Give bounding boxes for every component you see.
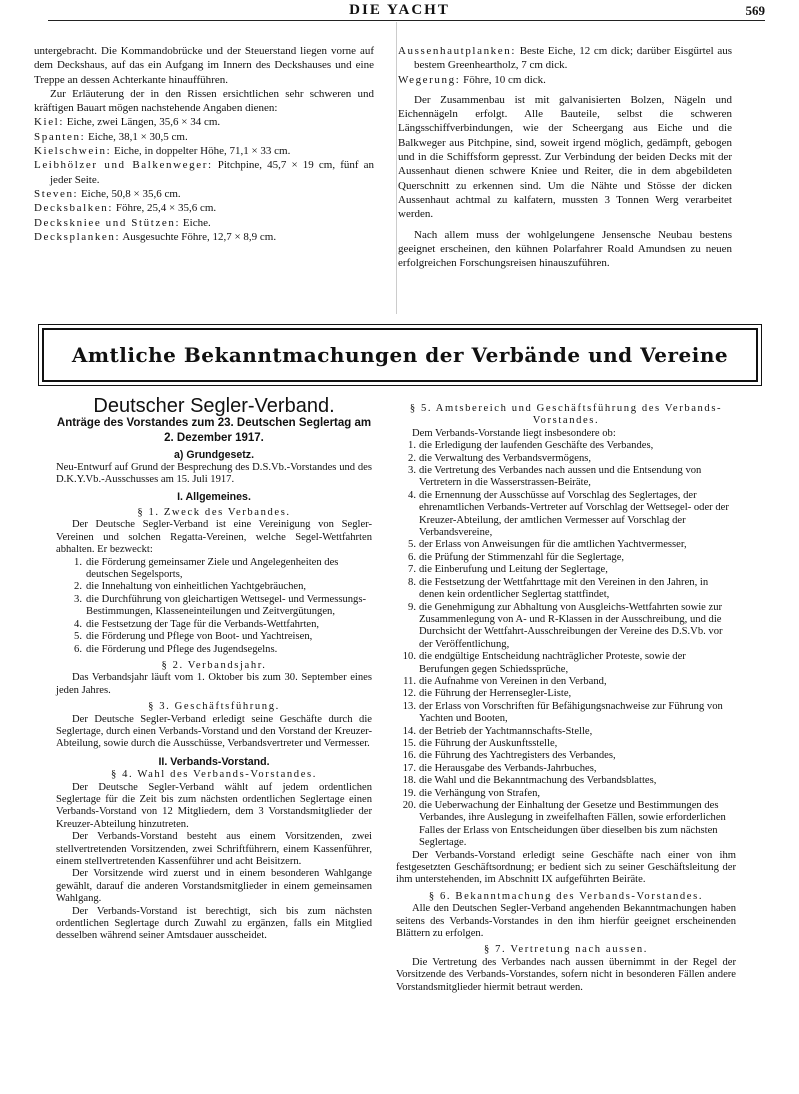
announcements-banner <box>42 328 758 382</box>
article-left-column <box>34 44 374 244</box>
list-text: der Betrieb der Yachtmannschafts-Stelle, <box>419 725 593 737</box>
list-number: 2. <box>408 452 416 464</box>
list-number: 12. <box>402 688 416 700</box>
list-number: 13. <box>402 700 416 712</box>
list-text: die Innehaltung von einheitlichen Yachtgebräuchen, <box>86 581 307 593</box>
paragraph-text: Der Deutsche Segler-Verband ist eine Vereinigung von Segler-Vereinen und solchen Regatta-Vereinen, welche Segel-Wettfahrten abhalten. Er bezweckt: <box>56 519 372 556</box>
list-number: 18. <box>402 775 416 787</box>
list-text: die Ernennung der Ausschüsse auf Vorschlag des Seglertages, der ehrenamtlichen Verbands-Vertreter auf Vorschlag der Wettsegel- oder der Kreuzer-Abteilung, der amtlichen Vermesser auf Vorschlag der Verbandsvereine, <box>419 489 729 539</box>
list-number: 10. <box>402 651 416 663</box>
list-text: die endgültige Entscheidung nachträglicher Proteste, sowie der Berufungen gegen Schiedssprüche, <box>419 651 686 675</box>
list-text: die Verhängung von Strafen, <box>419 787 541 799</box>
list-text: die Prüfung der Stimmenzahl für die Seglertage, <box>419 551 625 563</box>
article-paragraph: untergebracht. Die Kommandobrücke und der Steuerstand liegen vorne auf dem Deckshaus, auf das ein Aufgang im Innern des Deckshauses und eine Treppe an dessen Achterkante hinaufführen. <box>34 45 374 86</box>
paragraph-text: Der Verbands-Vorstand besteht aus einem Vorsitzenden, zwei stellvertretenden Vorsitzenden, zwei Schriftführern, einem Kassenführer, einem stellvertretenden Kassenführer und acht Beisitzern. <box>56 831 372 867</box>
spec-item <box>34 216 374 230</box>
spec-term: Deckskniee und Stützen: <box>34 216 181 229</box>
list-item <box>56 581 372 593</box>
list-text: die Führung des Yachtregisters des Verbandes, <box>419 750 616 762</box>
spec-description: Föhre, 25,4 × 35,6 cm. <box>115 202 217 215</box>
list-item <box>56 619 372 631</box>
spec-term: Kielschwein: <box>34 145 112 158</box>
list-number: 16. <box>402 750 416 762</box>
list-item <box>396 750 736 762</box>
list-number: 6. <box>408 551 416 563</box>
spec-description: Föhre, 10 cm dick. <box>463 73 546 86</box>
list-item <box>396 552 736 564</box>
list-item <box>56 594 372 619</box>
list-item <box>396 453 736 465</box>
list-item <box>396 602 736 652</box>
list-number: 3. <box>408 465 416 477</box>
notices-right-column <box>396 403 736 994</box>
organization-title: Deutscher Segler-Verband. <box>93 395 335 417</box>
list-number: 1. <box>408 440 416 452</box>
list-item <box>396 701 736 726</box>
spec-term: Leibhölzer und Balkenweger: <box>34 159 213 172</box>
part-heading: II. Verbands-Vorstand. <box>158 755 270 768</box>
spec-item <box>34 158 374 187</box>
paragraph-text: Dem Verbands-Vorstande liegt insbesondere ob: <box>412 427 616 439</box>
spec-description: Eiche, zwei Längen, 35,6 × 34 cm. <box>66 116 221 129</box>
header-rule <box>48 20 765 21</box>
paragraph-title: § 5. Amtsbereich und Geschäftsführung des Verbands-Vorstandes. <box>409 403 723 427</box>
paragraph-text: Der Deutsche Segler-Verband erledigt seine Geschäfte durch die Seglertage, durch einen Verbands-Vorstand und den Vorstand der Kreuzer-Abteilung, sowie durch die Ausschüsse, Verbandsvertreter und Vermesser. <box>56 713 372 750</box>
paragraph-title: § 2. Verbandsjahr. <box>161 659 267 671</box>
list-text: die Einberufung und Leitung der Seglertage, <box>419 564 608 576</box>
list-text: die Verwaltung des Verbandsvermögens, <box>419 452 592 464</box>
list-text: die Herausgabe des Verbands-Jahrbuches, <box>419 762 597 774</box>
paragraph-text: Der Deutsche Segler-Verband wählt auf jedem ordentlichen Seglertage für die Zeit bis zum nächsten ordentlichen Seglertage einen Verbands-Vorstand von 12 Mitgliedern, dem 3 Vorstandsmitglieder der Kreuzer-Abteilung hinzutreten. <box>56 781 372 830</box>
page-header <box>0 0 799 22</box>
paragraph-title: § 7. Vertretung nach aussen. <box>483 944 649 956</box>
list-item <box>396 788 736 800</box>
spec-description: Pitchpine, 45,7 × 19 cm, fünf an jeder Seite. <box>50 159 375 186</box>
list-text: der Erlass von Anweisungen für die amtlichen Yachtvermesser, <box>419 539 687 551</box>
list-number: 4. <box>74 618 82 630</box>
part-heading: I. Allgemeines. <box>177 490 251 503</box>
intro-text: Neu-Entwurf auf Grund der Besprechung des D.S.Vb.-Vorstandes und des D.K.Y.Vb.-Ausschusses am 15. Juli 1917. <box>56 461 372 486</box>
list-text: die Wahl und die Bekanntmachung des Verbandsblattes, <box>419 775 657 787</box>
paragraph-text: Alle den Deutschen Segler-Verband angehenden Bekanntmachungen haben seitens des Verbands-Vorstandes in den ihm hierfür geeignet erscheinenden Blättern zu erfolgen. <box>396 903 736 940</box>
list-item <box>396 490 736 540</box>
purpose-list <box>56 557 372 656</box>
list-number: 20. <box>402 800 416 811</box>
list-number: 1. <box>74 556 82 568</box>
spec-term: Decksplanken: <box>34 230 121 243</box>
list-item <box>396 800 736 850</box>
list-item <box>396 763 736 775</box>
list-text: die Festsetzung der Wettfahrttage mit den Vereinen in den Jahren, in denen kein ordentlicher Seglertag stattfindet, <box>419 576 709 601</box>
list-text: die Führung der Herrensegler-Liste, <box>419 688 572 700</box>
list-item <box>396 465 736 490</box>
spec-item <box>34 144 374 158</box>
list-number: 19. <box>402 787 416 799</box>
list-item <box>396 738 736 750</box>
spec-description: Eiche. <box>182 216 211 229</box>
spec-item <box>398 44 732 73</box>
notices-left-column <box>56 395 372 943</box>
list-text: die Festsetzung der Tage für die Verbands-Wettfahrten, <box>86 618 320 630</box>
article-paragraph: Zur Erläuterung der in den Rissen ersichtlichen sehr schweren und kräftigen Bauart mögen nachstehende Angaben dienen: <box>34 87 374 115</box>
spec-description: Ausgesuchte Föhre, 12,7 × 8,9 cm. <box>122 230 277 243</box>
paragraph-text: Der Verbands-Vorstand ist berechtigt, sich bis zum nächsten ordentlichen Seglertage durch Zuwahl zu ergänzen, falls ein Mitglied desselben während seiner Amtsdauer ausscheidet. <box>56 905 372 942</box>
paragraph-text: Der Vorsitzende wird zuerst und in einem besonderen Wahlgange gewählt, darauf die anderen Vorstandsmitglieder in einem gemeinsamen Wahlgang. <box>56 868 372 905</box>
article-right-column <box>398 44 732 270</box>
spec-description: Eiche, 50,8 × 35,6 cm. <box>80 187 181 200</box>
list-text: die Genehmigung zur Abhaltung von Ausgleichs-Wettfahrten sowie zur Zusammenlegung von A- und R-Klassen in der Ausschreibung, und die Durchsicht der Wettfahrt-Ausschreibungen der Vereine des D.S.Vb. vor der Veröffentlichung, <box>419 601 723 650</box>
list-item <box>396 651 736 676</box>
list-item <box>396 577 736 602</box>
paragraph-title: § 4. Wahl des Verbands-Vorstandes. <box>111 769 317 781</box>
list-number: 5. <box>408 539 416 551</box>
list-text: die Förderung und Pflege des Jugendsegelns. <box>86 643 278 655</box>
list-item <box>56 631 372 643</box>
list-item <box>396 676 736 688</box>
list-text: die Führung der Auskunftsstelle, <box>419 737 558 749</box>
list-text: die Förderung gemeinsamer Ziele und Angelegenheiten des deutschen Segelsports, <box>86 556 339 581</box>
spec-list <box>398 44 732 87</box>
list-number: 14. <box>402 725 416 737</box>
magazine-title: DIE YACHT <box>349 2 450 18</box>
list-item <box>396 564 736 576</box>
spec-item <box>34 230 374 244</box>
spec-item <box>34 201 374 215</box>
list-text: die Ueberwachung der Einhaltung der Gesetze und Bestimmungen des Verbandes, ihre Auslegung in zweifelhaften Fällen, sowie erforderlichen Falles der Erlass von Entscheidungen über dieselben bis zum nächsten Seglertage. <box>419 800 726 849</box>
spec-term: Steven: <box>34 187 79 200</box>
spec-term: Kiel: <box>34 116 64 129</box>
list-number: 8. <box>408 576 416 588</box>
list-item <box>396 688 736 700</box>
list-number: 17. <box>402 762 416 774</box>
spec-description: Eiche, 38,1 × 30,5 cm. <box>88 130 188 143</box>
spec-description: Beste Eiche, 12 cm dick; darüber Eisgürtel aus bestem Greenheartholz, 7 cm dick. <box>414 45 732 72</box>
spec-item <box>398 73 732 87</box>
paragraph-title: § 6. Bekanntmachung des Verbands-Vorstandes. <box>428 890 704 902</box>
list-item <box>56 644 372 656</box>
spec-list <box>34 115 374 244</box>
list-number: 15. <box>402 737 416 749</box>
list-number: 2. <box>74 581 82 593</box>
list-item <box>396 539 736 551</box>
spec-term: Aussenhautplanken: <box>398 45 517 57</box>
list-text: die Aufnahme von Vereinen in den Verband, <box>419 675 607 687</box>
list-item <box>396 726 736 738</box>
paragraph-title: § 3. Geschäftsführung. <box>148 701 280 713</box>
spec-term: Wegerung: <box>398 73 461 86</box>
list-number: 3. <box>74 593 82 605</box>
article-paragraph: Der Zusammenbau ist mit galvanisierten Bolzen, Nägeln und Eichennägeln erfolgt. Alle Bauteile, selbst die schweren Längsschiffverbindungen, wie der Scheergang aus Eiche und die Balkweger aus Pitchpine, sind, soweit irgend möglich, gedämpft, gebogen und in die Schiffsform gepresst. Zur Verbindung der beiden Decks mit der Aussenhaut dienen schwere Kniee und Reiter, die in dem abgebildeten Querschnitt zu erkennen sind. Um die Nähte und Stösse der dicken Aussenhaut achtmal zu kalfatern, mussten 3 Tonnen Werg verarbeitet werden. <box>398 93 732 221</box>
list-text: die Förderung und Pflege von Boot- und Yachtreisen, <box>86 631 313 643</box>
list-number: 5. <box>74 631 82 643</box>
list-number: 11. <box>403 675 416 687</box>
list-number: 9. <box>408 601 416 613</box>
list-text: der Erlass von Vorschriften für Befähigungsnachweise zur Führung von Yachten und Booten, <box>419 700 723 725</box>
list-number: 7. <box>408 564 416 576</box>
spec-term: Spanten: <box>34 130 86 143</box>
list-item <box>396 440 736 452</box>
section-heading: a) Grundgesetz. <box>173 449 255 462</box>
list-number: 6. <box>74 643 82 655</box>
paragraph-text: Die Vertretung des Verbandes nach aussen übernimmt in der Regel der Vorsitzende des Verbands-Vorstandes, sofern nicht in besonderen Fällen andere Vorstandsmitglieder hiermit betraut werden. <box>396 956 736 993</box>
spec-item <box>34 130 374 144</box>
list-item <box>56 557 372 582</box>
page-number: 569 <box>745 3 765 18</box>
column-divider <box>396 22 397 314</box>
paragraph-title: § 1. Zweck des Verbandes. <box>137 507 291 519</box>
list-text: die Erledigung der laufenden Geschäfte des Verbandes, <box>419 440 654 452</box>
motions-subtitle: Anträge des Vorstandes zum 23. Deutschen Seglertag am 2. Dezember 1917. <box>56 417 372 445</box>
spec-item <box>34 187 374 201</box>
list-number: 4. <box>408 489 416 501</box>
paragraph-text: Das Verbandsjahr läuft vom 1. Oktober bis zum 30. September eines jeden Jahres. <box>56 672 372 696</box>
paragraph-text: Der Verbands-Vorstand erledigt seine Geschäfte nach einer von ihm festgesetzten Geschäftsordnung; er bedient sich zu seiner Geschäftsleitung der ihm unterstehenden, im Abschnitt IX aufgeführten Beiräte. <box>396 849 736 886</box>
spec-description: Eiche, in doppelter Höhe, 71,1 × 33 cm. <box>114 145 291 158</box>
list-item <box>396 775 736 787</box>
list-text: die Durchführung von gleichartigen Wettsegel- und Vermessungs-Bestimmungen, Klasseneinteilungen und Zeitvergütungen, <box>86 593 367 618</box>
spec-term: Decksbalken: <box>34 202 114 215</box>
article-paragraph: Nach allem muss der wohlgelungene Jensensche Neubau bestens geeignet erscheinen, den kühnen Polarfahrer Roald Amundsen zu neuen erfolgreichen Forschungsreisen hinauszuführen. <box>398 228 732 270</box>
duties-list <box>396 440 736 849</box>
list-text: die Vertretung des Verbandes nach aussen und die Entsendung von Vertretern in die Wasserstrassen-Beiräte, <box>419 465 702 489</box>
spec-item <box>34 115 374 129</box>
banner-title: Amtliche Bekanntmachungen der Verbände und Vereine <box>71 343 729 367</box>
